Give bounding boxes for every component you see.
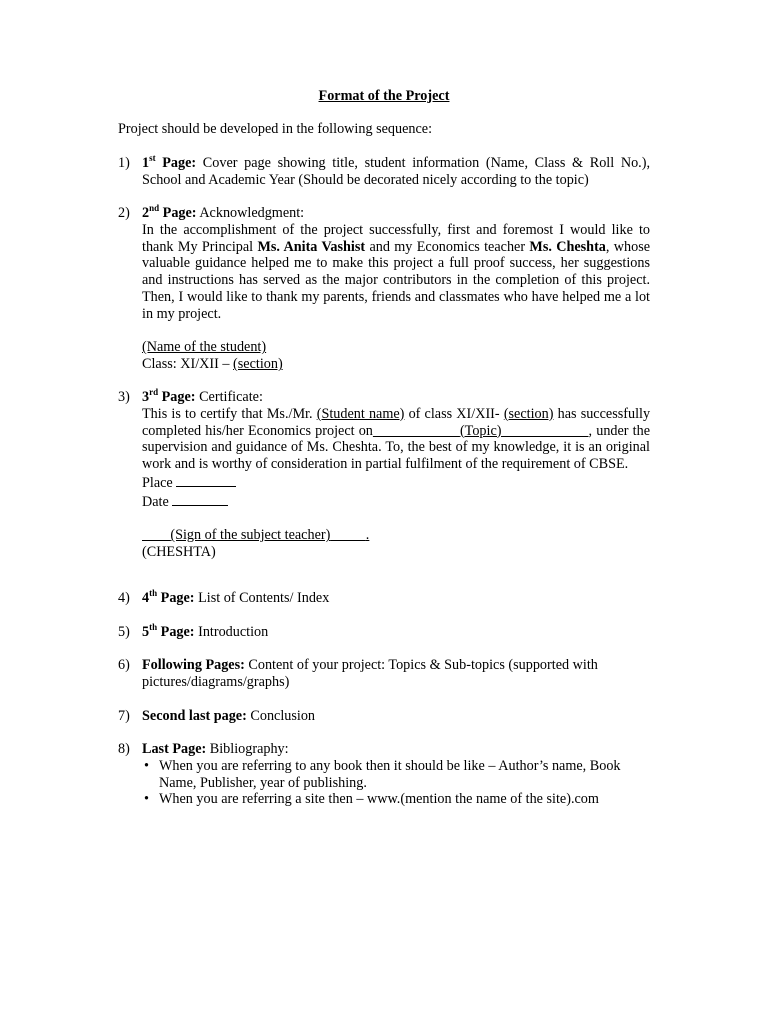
list-item-4 [118,590,650,607]
item-heading: Last Page: [142,741,207,757]
list-item-2 [118,205,650,373]
item-body [142,624,650,641]
item-ordinal-suffix: nd [149,203,160,213]
teacher-name-caption: (CHESHTA) [142,544,216,561]
item-body [142,657,650,691]
item-ordinal-suffix: rd [149,387,159,397]
date-blank [172,492,228,506]
bullet-icon: • [144,791,149,808]
acknowledgment-text: In the accomplishment of the project successfully, first and foremost I would like to thank My Principal Ms. Anita Vashist and my Economics teacher Ms. Cheshta, whose valuable guidance helped me to make this project a full proof success, her suggestions and instructions has served as the major contributors in the completion of this project. Then, I would like to thank my parents, friends and classmates who have helped me a lot in my project. [142,221,651,322]
intro-text: Project should be developed in the following sequence: [118,121,433,137]
item-heading: Page: [162,205,197,221]
item-ordinal-suffix: th [149,622,158,632]
item-heading: Page: [160,624,195,640]
list-item-6 [118,657,650,691]
item-body [142,741,650,808]
bibliography-bullet: • When you are referring to any book then it should be like – Author’s name, Book Name, Publisher, year of publishing. [144,757,621,791]
item-ordinal: 1 [142,155,150,171]
item-number: 7) [118,708,130,724]
item-ordinal: 2 [142,205,150,221]
item-label: Acknowledgment: [199,205,305,221]
item-ordinal: 4 [142,590,150,606]
principal-name: Ms. Anita Vashist [257,238,366,255]
document-title: Format of the Project [318,88,450,104]
item-number: 5) [118,624,130,640]
item-heading: Page: [162,155,197,171]
item-heading: Following Pages: [142,657,245,673]
list-item-7 [118,708,650,725]
item-text: Conclusion [250,708,316,724]
student-name-placeholder: (Student name) [316,405,405,422]
topic-placeholder: (Topic) [459,422,502,439]
date-label: Date [142,493,169,510]
section-placeholder: (section) [503,405,554,422]
list-item-5 [118,624,650,641]
item-text: Introduction [198,624,269,640]
teacher-signature-line: (Sign of the subject teacher) . [170,527,370,544]
list-item-8 [118,741,650,808]
bibliography-bullet: • When you are referring a site then – www.(mention the name of the site).com [144,791,599,808]
item-number: 4) [118,590,130,606]
student-name-placeholder: (Name of the student) [142,339,267,356]
teacher-name: Ms. Cheshta [529,238,606,255]
item-text: Cover page showing title, student information (Name, Class & Roll No.), School and Academic Year (Should be decorated nicely according to the topic) [142,155,650,188]
place-label: Place [142,474,173,491]
item-heading: Page: [161,389,196,405]
item-heading: Page: [160,590,195,606]
class-label: Class: XI/XII – [142,356,230,373]
item-number: 3) [118,389,130,405]
list-item-1 [118,155,650,189]
item-ordinal: 3 [142,389,150,405]
item-label: Certificate: [199,389,263,405]
item-body [142,205,650,373]
bullet-icon: • [144,757,149,774]
item-body [142,389,650,561]
section-placeholder: (section) [233,356,283,373]
bibliography-list [142,758,650,808]
item-number: 8) [118,741,130,757]
item-ordinal-suffix: st [149,153,156,163]
item-ordinal-suffix: th [149,588,158,598]
item-number: 2) [118,205,130,221]
place-blank [176,473,236,487]
item-text: Bibliography: [209,741,289,757]
item-text: Content of your project: Topics & Sub-topics (supported with pictures/diagrams/graphs) [142,657,598,690]
item-number: 1) [118,155,130,171]
item-text: List of Contents/ Index [198,590,330,606]
list-item-3 [118,389,650,561]
item-ordinal: 5 [142,624,150,640]
item-heading: Second last page: [142,708,247,724]
item-body [142,590,650,607]
item-number: 6) [118,657,130,673]
item-body [142,155,650,189]
certificate-text: This is to certify that Ms./Mr. (Student name) of class XI/XII- (section) has successfully completed his/her Economics project on (Topic) , under the supervision and guidance of Ms. Cheshta. To, the best of my knowledge, it is an original work and is worthy of consideration in partial fulfilment of the requirement of CBSE. [142,405,651,473]
item-body [142,708,650,725]
